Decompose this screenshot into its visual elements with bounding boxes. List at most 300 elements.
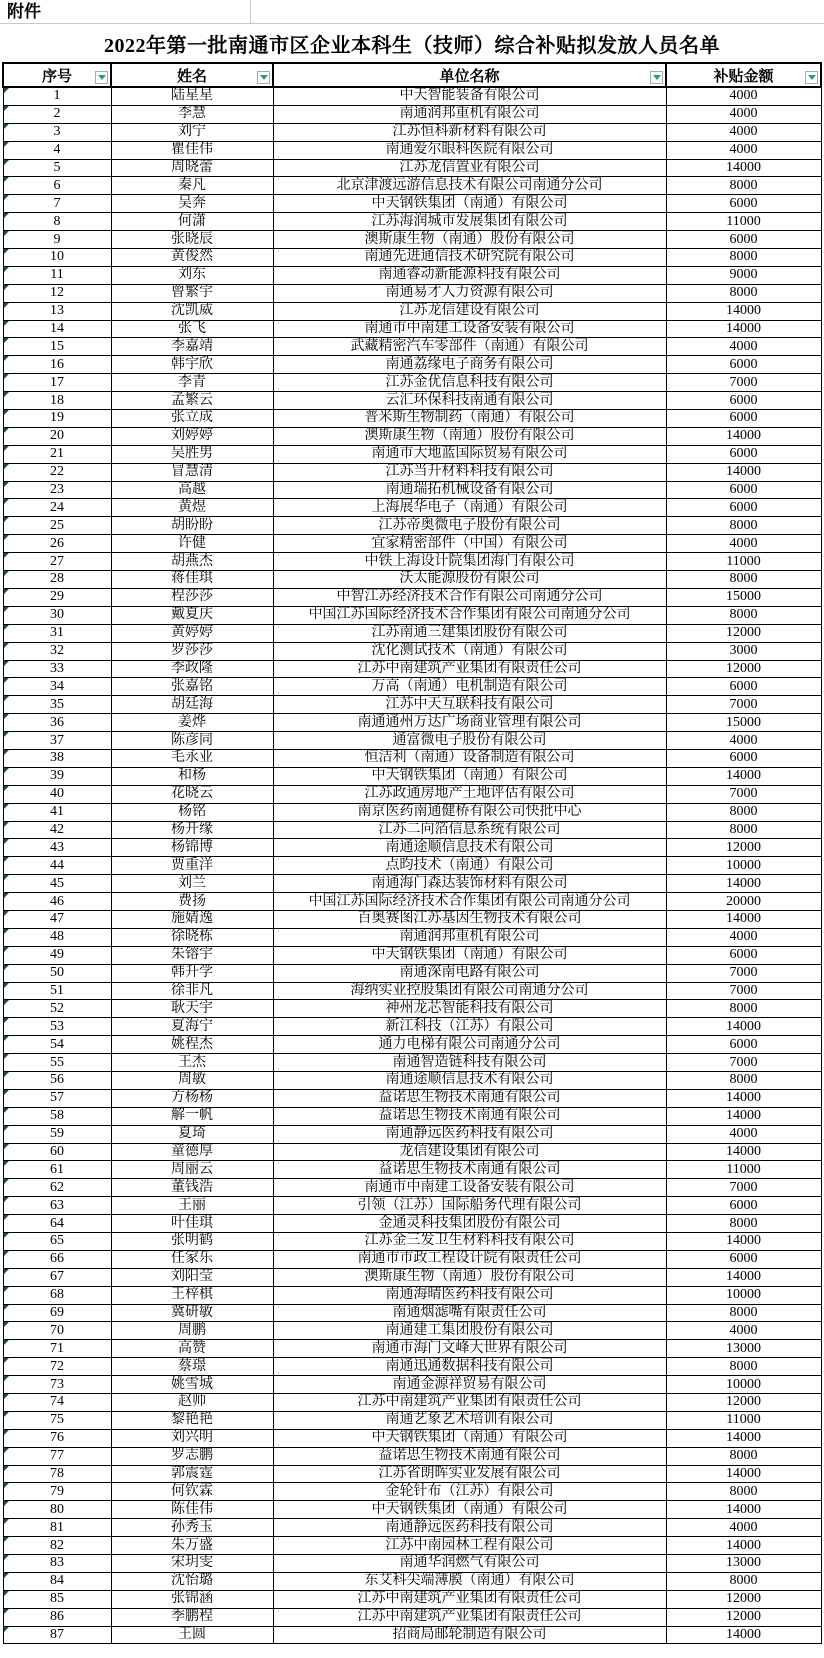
cell-index[interactable] <box>3 1250 111 1268</box>
cell-index[interactable] <box>3 1394 111 1412</box>
cell-amount[interactable]: 6000 <box>666 678 821 696</box>
cell-name[interactable]: 童德厚 <box>111 1143 273 1161</box>
filter-dropdown-button[interactable] <box>805 71 818 84</box>
cell-name[interactable]: 张嘉铭 <box>111 678 273 696</box>
cell-amount[interactable]: 20000 <box>666 893 821 911</box>
cell-amount[interactable]: 11000 <box>666 553 821 571</box>
cell-company[interactable]: 江苏省朗晖实业发展有限公司 <box>273 1465 666 1483</box>
cell-amount[interactable]: 14000 <box>666 1537 821 1555</box>
cell-company[interactable]: 南通智造链科技有限公司 <box>273 1054 666 1072</box>
cell-index[interactable] <box>3 284 111 302</box>
cell-index[interactable] <box>3 87 111 105</box>
cell-amount[interactable]: 14000 <box>666 1089 821 1107</box>
cell-index[interactable] <box>3 1161 111 1179</box>
cell-company[interactable]: 江苏帝奥微电子股份有限公司 <box>273 517 666 535</box>
cell-index[interactable] <box>3 857 111 875</box>
cell-name[interactable]: 高赞 <box>111 1340 273 1358</box>
cell-name[interactable]: 王丽 <box>111 1197 273 1215</box>
cell-amount[interactable]: 8000 <box>666 1483 821 1501</box>
cell-company[interactable]: 江苏海润城市发展集团有限公司 <box>273 213 666 231</box>
cell-index[interactable] <box>3 1608 111 1626</box>
cell-index[interactable] <box>3 678 111 696</box>
cell-company[interactable]: 南通润邦重机有限公司 <box>273 928 666 946</box>
cell-name[interactable]: 费扬 <box>111 893 273 911</box>
cell-index[interactable] <box>3 1143 111 1161</box>
cell-company[interactable]: 江苏当升材料科技有限公司 <box>273 463 666 481</box>
filter-dropdown-button[interactable] <box>650 71 663 84</box>
cell-name[interactable]: 花晓云 <box>111 785 273 803</box>
cell-index[interactable] <box>3 177 111 195</box>
cell-index[interactable] <box>3 928 111 946</box>
cell-index[interactable] <box>3 302 111 320</box>
cell-name[interactable]: 王梓棋 <box>111 1286 273 1304</box>
cell-company[interactable]: 南通爱尔眼科医院有限公司 <box>273 141 666 159</box>
cell-company[interactable]: 万高（南通）电机制造有限公司 <box>273 678 666 696</box>
cell-name[interactable]: 周敏 <box>111 1071 273 1089</box>
cell-amount[interactable]: 8000 <box>666 177 821 195</box>
cell-company[interactable]: 中国江苏国际经济技术合作集团有限公司南通分公司 <box>273 893 666 911</box>
cell-amount[interactable]: 4000 <box>666 1322 821 1340</box>
cell-name[interactable]: 沈凯威 <box>111 302 273 320</box>
cell-company[interactable]: 益诺思生物技术南通有限公司 <box>273 1161 666 1179</box>
cell-company[interactable]: 江苏中天互联科技有限公司 <box>273 696 666 714</box>
cell-index[interactable] <box>3 105 111 123</box>
cell-amount[interactable]: 6000 <box>666 481 821 499</box>
cell-name[interactable]: 杨开缘 <box>111 821 273 839</box>
cell-name[interactable]: 姚雪城 <box>111 1376 273 1394</box>
cell-name[interactable]: 贾重洋 <box>111 857 273 875</box>
cell-company[interactable]: 江苏中南建筑产业集团有限责任公司 <box>273 1590 666 1608</box>
cell-amount[interactable]: 6000 <box>666 946 821 964</box>
cell-index[interactable] <box>3 1197 111 1215</box>
cell-index[interactable] <box>3 1125 111 1143</box>
cell-company[interactable]: 百奥赛图江苏基因生物技术有限公司 <box>273 910 666 928</box>
cell-amount[interactable]: 4000 <box>666 87 821 105</box>
cell-name[interactable]: 解一帆 <box>111 1107 273 1125</box>
cell-company[interactable]: 南通途顺信息技术有限公司 <box>273 839 666 857</box>
cell-amount[interactable]: 8000 <box>666 517 821 535</box>
cell-index[interactable] <box>3 195 111 213</box>
cell-company[interactable]: 南通海门森达装饰材料有限公司 <box>273 875 666 893</box>
cell-amount[interactable]: 8000 <box>666 1000 821 1018</box>
cell-index[interactable] <box>3 1537 111 1555</box>
cell-index[interactable] <box>3 410 111 428</box>
cell-index[interactable] <box>3 1519 111 1537</box>
cell-amount[interactable]: 4000 <box>666 105 821 123</box>
cell-amount[interactable]: 6000 <box>666 1197 821 1215</box>
cell-amount[interactable]: 8000 <box>666 1358 821 1376</box>
header-index[interactable] <box>3 63 111 87</box>
cell-amount[interactable]: 13000 <box>666 1555 821 1573</box>
cell-amount[interactable]: 12000 <box>666 1608 821 1626</box>
cell-index[interactable] <box>3 159 111 177</box>
cell-name[interactable]: 黄煜 <box>111 499 273 517</box>
cell-amount[interactable]: 7000 <box>666 374 821 392</box>
cell-name[interactable]: 黄婷婷 <box>111 624 273 642</box>
cell-index[interactable] <box>3 964 111 982</box>
cell-amount[interactable]: 7000 <box>666 982 821 1000</box>
cell-amount[interactable]: 6000 <box>666 410 821 428</box>
cell-name[interactable]: 耿天宇 <box>111 1000 273 1018</box>
cell-company[interactable]: 沃太能源股份有限公司 <box>273 571 666 589</box>
cell-name[interactable]: 刘兴明 <box>111 1429 273 1447</box>
cell-amount[interactable]: 8000 <box>666 1215 821 1233</box>
cell-name[interactable]: 戴夏庆 <box>111 606 273 624</box>
cell-name[interactable]: 方杨杨 <box>111 1089 273 1107</box>
cell-company[interactable]: 江苏龙信置业有限公司 <box>273 159 666 177</box>
cell-amount[interactable]: 4000 <box>666 732 821 750</box>
cell-company[interactable]: 东艾科尖端薄膜（南通）有限公司 <box>273 1572 666 1590</box>
cell-company[interactable]: 南通市市政工程设计院有限责任公司 <box>273 1250 666 1268</box>
cell-index[interactable] <box>3 535 111 553</box>
cell-company[interactable]: 沈化测试技术（南通）有限公司 <box>273 642 666 660</box>
cell-name[interactable]: 陆星星 <box>111 87 273 105</box>
cell-name[interactable]: 王杰 <box>111 1054 273 1072</box>
cell-index[interactable] <box>3 1233 111 1251</box>
cell-company[interactable]: 中国江苏国际经济技术合作集团有限公司南通分公司 <box>273 606 666 624</box>
cell-name[interactable]: 朱镕宇 <box>111 946 273 964</box>
cell-index[interactable] <box>3 571 111 589</box>
cell-index[interactable] <box>3 1179 111 1197</box>
cell-name[interactable]: 刘兰 <box>111 875 273 893</box>
cell-name[interactable]: 冀研敏 <box>111 1304 273 1322</box>
cell-index[interactable] <box>3 767 111 785</box>
cell-name[interactable]: 韩升学 <box>111 964 273 982</box>
cell-name[interactable]: 姜烨 <box>111 714 273 732</box>
cell-company[interactable]: 南通迅通数据科技有限公司 <box>273 1358 666 1376</box>
cell-amount[interactable]: 8000 <box>666 1572 821 1590</box>
header-name[interactable] <box>111 63 273 87</box>
cell-name[interactable]: 程莎莎 <box>111 588 273 606</box>
cell-name[interactable]: 姚程杰 <box>111 1036 273 1054</box>
cell-index[interactable] <box>3 910 111 928</box>
cell-name[interactable]: 李嘉靖 <box>111 338 273 356</box>
cell-amount[interactable]: 7000 <box>666 785 821 803</box>
cell-name[interactable]: 刘婷婷 <box>111 427 273 445</box>
header-amount[interactable] <box>666 63 821 87</box>
cell-amount[interactable]: 7000 <box>666 1179 821 1197</box>
cell-index[interactable] <box>3 1322 111 1340</box>
cell-amount[interactable]: 8000 <box>666 821 821 839</box>
filter-dropdown-button[interactable] <box>95 71 108 84</box>
cell-name[interactable]: 董钱浩 <box>111 1179 273 1197</box>
cell-amount[interactable]: 12000 <box>666 1590 821 1608</box>
cell-index[interactable] <box>3 445 111 463</box>
cell-name[interactable]: 黄俊然 <box>111 249 273 267</box>
cell-name[interactable]: 周晓蕾 <box>111 159 273 177</box>
cell-name[interactable]: 宋玥雯 <box>111 1555 273 1573</box>
cell-name[interactable]: 夏海宁 <box>111 1018 273 1036</box>
cell-index[interactable] <box>3 660 111 678</box>
cell-name[interactable]: 王圆 <box>111 1626 273 1644</box>
cell-company[interactable]: 南通市中南建工设备安装有限公司 <box>273 320 666 338</box>
cell-name[interactable]: 秦凡 <box>111 177 273 195</box>
cell-amount[interactable]: 12000 <box>666 660 821 678</box>
cell-amount[interactable]: 14000 <box>666 159 821 177</box>
cell-amount[interactable]: 14000 <box>666 1429 821 1447</box>
cell-index[interactable] <box>3 714 111 732</box>
cell-company[interactable]: 南通市海门文峰大世界有限公司 <box>273 1340 666 1358</box>
cell-amount[interactable]: 14000 <box>666 1233 821 1251</box>
cell-amount[interactable]: 10000 <box>666 1376 821 1394</box>
cell-name[interactable]: 胡廷海 <box>111 696 273 714</box>
cell-index[interactable] <box>3 1107 111 1125</box>
cell-amount[interactable]: 4000 <box>666 141 821 159</box>
cell-index[interactable] <box>3 1626 111 1644</box>
cell-company[interactable]: 南通睿动新能源科技有限公司 <box>273 266 666 284</box>
cell-company[interactable]: 引领（江苏）国际船务代理有限公司 <box>273 1197 666 1215</box>
cell-company[interactable]: 南通深南电路有限公司 <box>273 964 666 982</box>
cell-amount[interactable]: 14000 <box>666 875 821 893</box>
cell-company[interactable]: 澳斯康生物（南通）股份有限公司 <box>273 231 666 249</box>
cell-name[interactable]: 夏琦 <box>111 1125 273 1143</box>
cell-amount[interactable]: 7000 <box>666 1054 821 1072</box>
cell-amount[interactable]: 8000 <box>666 606 821 624</box>
cell-company[interactable]: 江苏中南园林工程有限公司 <box>273 1537 666 1555</box>
cell-index[interactable] <box>3 946 111 964</box>
cell-index[interactable] <box>3 1411 111 1429</box>
cell-company[interactable]: 中天智能装备有限公司 <box>273 87 666 105</box>
cell-index[interactable] <box>3 499 111 517</box>
cell-amount[interactable]: 4000 <box>666 1125 821 1143</box>
cell-name[interactable]: 赵帅 <box>111 1394 273 1412</box>
cell-amount[interactable]: 15000 <box>666 714 821 732</box>
cell-name[interactable]: 刘宁 <box>111 123 273 141</box>
cell-company[interactable]: 金轮针布（江苏）有限公司 <box>273 1483 666 1501</box>
cell-amount[interactable]: 14000 <box>666 1143 821 1161</box>
cell-company[interactable]: 南通瑞拓机械设备有限公司 <box>273 481 666 499</box>
cell-index[interactable] <box>3 338 111 356</box>
cell-company[interactable]: 益诺思生物技术南通有限公司 <box>273 1447 666 1465</box>
cell-name[interactable]: 张立成 <box>111 410 273 428</box>
cell-company[interactable]: 北京津渡远游信息技术有限公司南通分公司 <box>273 177 666 195</box>
cell-company[interactable]: 中天钢铁集团（南通）有限公司 <box>273 767 666 785</box>
cell-name[interactable]: 杨铭 <box>111 803 273 821</box>
cell-company[interactable]: 恒洁利（南通）设备制造有限公司 <box>273 749 666 767</box>
cell-amount[interactable]: 11000 <box>666 1411 821 1429</box>
cell-name[interactable]: 陈彦同 <box>111 732 273 750</box>
cell-index[interactable] <box>3 1429 111 1447</box>
cell-name[interactable]: 吴奔 <box>111 195 273 213</box>
cell-company[interactable]: 益诺思生物技术南通有限公司 <box>273 1089 666 1107</box>
cell-name[interactable]: 沈怡璐 <box>111 1572 273 1590</box>
cell-index[interactable] <box>3 839 111 857</box>
cell-name[interactable]: 周丽云 <box>111 1161 273 1179</box>
cell-company[interactable]: 南通先进通信技术研究院有限公司 <box>273 249 666 267</box>
cell-amount[interactable]: 8000 <box>666 571 821 589</box>
cell-amount[interactable]: 4000 <box>666 928 821 946</box>
cell-company[interactable]: 通力电梯有限公司南通分公司 <box>273 1036 666 1054</box>
cell-name[interactable]: 毛永业 <box>111 749 273 767</box>
cell-index[interactable] <box>3 1572 111 1590</box>
cell-index[interactable] <box>3 1000 111 1018</box>
cell-company[interactable]: 南通静远医药科技有限公司 <box>273 1125 666 1143</box>
cell-name[interactable]: 曾繁宇 <box>111 284 273 302</box>
cell-company[interactable]: 普米斯生物制药（南通）有限公司 <box>273 410 666 428</box>
cell-index[interactable] <box>3 1268 111 1286</box>
cell-amount[interactable]: 6000 <box>666 392 821 410</box>
cell-index[interactable] <box>3 1215 111 1233</box>
cell-name[interactable]: 徐晓栋 <box>111 928 273 946</box>
cell-company[interactable]: 南通市中南建工设备安装有限公司 <box>273 1179 666 1197</box>
cell-company[interactable]: 南通金源祥贸易有限公司 <box>273 1376 666 1394</box>
cell-company[interactable]: 点昀技术（南通）有限公司 <box>273 857 666 875</box>
cell-amount[interactable]: 13000 <box>666 1340 821 1358</box>
cell-index[interactable] <box>3 517 111 535</box>
cell-index[interactable] <box>3 1089 111 1107</box>
cell-amount[interactable]: 8000 <box>666 249 821 267</box>
cell-name[interactable]: 罗莎莎 <box>111 642 273 660</box>
cell-index[interactable] <box>3 374 111 392</box>
cell-company[interactable]: 上海展华电子（南通）有限公司 <box>273 499 666 517</box>
cell-index[interactable] <box>3 1286 111 1304</box>
cell-index[interactable] <box>3 427 111 445</box>
cell-index[interactable] <box>3 803 111 821</box>
cell-index[interactable] <box>3 1555 111 1573</box>
cell-amount[interactable]: 12000 <box>666 1394 821 1412</box>
cell-amount[interactable]: 8000 <box>666 803 821 821</box>
cell-amount[interactable]: 10000 <box>666 1286 821 1304</box>
cell-index[interactable] <box>3 982 111 1000</box>
cell-company[interactable]: 龙信建设集团有限公司 <box>273 1143 666 1161</box>
cell-company[interactable]: 南通艺象艺术培训有限公司 <box>273 1411 666 1429</box>
cell-name[interactable]: 杨锦博 <box>111 839 273 857</box>
cell-amount[interactable]: 8000 <box>666 284 821 302</box>
cell-amount[interactable]: 6000 <box>666 1250 821 1268</box>
cell-index[interactable] <box>3 785 111 803</box>
cell-amount[interactable]: 14000 <box>666 1107 821 1125</box>
cell-index[interactable] <box>3 875 111 893</box>
cell-amount[interactable]: 7000 <box>666 964 821 982</box>
cell-name[interactable]: 任家乐 <box>111 1250 273 1268</box>
cell-index[interactable] <box>3 392 111 410</box>
cell-name[interactable]: 蔡璟 <box>111 1358 273 1376</box>
cell-company[interactable]: 武藏精密汽车零部件（南通）有限公司 <box>273 338 666 356</box>
filter-dropdown-button[interactable] <box>257 71 270 84</box>
cell-index[interactable] <box>3 624 111 642</box>
cell-amount[interactable]: 4000 <box>666 123 821 141</box>
cell-name[interactable]: 和杨 <box>111 767 273 785</box>
cell-name[interactable]: 郭震霆 <box>111 1465 273 1483</box>
cell-amount[interactable]: 8000 <box>666 1071 821 1089</box>
cell-index[interactable] <box>3 1465 111 1483</box>
cell-amount[interactable]: 9000 <box>666 266 821 284</box>
cell-company[interactable]: 南通润邦重机有限公司 <box>273 105 666 123</box>
cell-company[interactable]: 南通静远医药科技有限公司 <box>273 1519 666 1537</box>
cell-company[interactable]: 云汇环保科技南通有限公司 <box>273 392 666 410</box>
cell-index[interactable] <box>3 642 111 660</box>
cell-amount[interactable]: 12000 <box>666 839 821 857</box>
cell-company[interactable]: 江苏二向箔信息系统有限公司 <box>273 821 666 839</box>
cell-name[interactable]: 何钦霖 <box>111 1483 273 1501</box>
cell-company[interactable]: 江苏金三发卫生材料科技有限公司 <box>273 1233 666 1251</box>
cell-name[interactable]: 李政隆 <box>111 660 273 678</box>
cell-amount[interactable]: 14000 <box>666 1268 821 1286</box>
cell-company[interactable]: 江苏龙信建设有限公司 <box>273 302 666 320</box>
cell-amount[interactable]: 14000 <box>666 427 821 445</box>
cell-company[interactable]: 江苏中南建筑产业集团有限责任公司 <box>273 660 666 678</box>
cell-company[interactable]: 南通易才人力资源有限公司 <box>273 284 666 302</box>
header-company[interactable] <box>273 63 666 87</box>
cell-index[interactable] <box>3 1340 111 1358</box>
cell-company[interactable]: 招商局邮轮制造有限公司 <box>273 1626 666 1644</box>
cell-name[interactable]: 张锦涵 <box>111 1590 273 1608</box>
cell-company[interactable]: 澳斯康生物（南通）股份有限公司 <box>273 427 666 445</box>
cell-company[interactable]: 南通海晴医药科技有限公司 <box>273 1286 666 1304</box>
cell-amount[interactable]: 11000 <box>666 213 821 231</box>
cell-company[interactable]: 中天钢铁集团（南通）有限公司 <box>273 1501 666 1519</box>
cell-index[interactable] <box>3 588 111 606</box>
cell-company[interactable]: 澳斯康生物（南通）股份有限公司 <box>273 1268 666 1286</box>
cell-index[interactable] <box>3 481 111 499</box>
cell-index[interactable] <box>3 463 111 481</box>
cell-amount[interactable]: 14000 <box>666 1018 821 1036</box>
cell-index[interactable] <box>3 1071 111 1089</box>
cell-company[interactable]: 南通途顺信息技术有限公司 <box>273 1071 666 1089</box>
cell-company[interactable]: 中天钢铁集团（南通）有限公司 <box>273 1429 666 1447</box>
cell-company[interactable]: 南通通州万达广场商业管理有限公司 <box>273 714 666 732</box>
cell-name[interactable]: 李青 <box>111 374 273 392</box>
cell-company[interactable]: 神州龙芯智能科技有限公司 <box>273 1000 666 1018</box>
cell-index[interactable] <box>3 356 111 374</box>
cell-name[interactable]: 陈佳伟 <box>111 1501 273 1519</box>
cell-name[interactable]: 李慧 <box>111 105 273 123</box>
cell-index[interactable] <box>3 249 111 267</box>
cell-name[interactable]: 胡燕杰 <box>111 553 273 571</box>
cell-company[interactable]: 通富微电子股份有限公司 <box>273 732 666 750</box>
cell-name[interactable]: 叶佳琪 <box>111 1215 273 1233</box>
cell-index[interactable] <box>3 123 111 141</box>
cell-amount[interactable]: 7000 <box>666 696 821 714</box>
cell-amount[interactable]: 14000 <box>666 910 821 928</box>
cell-company[interactable]: 新江科技（江苏）有限公司 <box>273 1018 666 1036</box>
cell-amount[interactable]: 14000 <box>666 302 821 320</box>
cell-amount[interactable]: 10000 <box>666 857 821 875</box>
cell-company[interactable]: 中铁上海设计院集团海门有限公司 <box>273 553 666 571</box>
cell-name[interactable]: 瞿佳伟 <box>111 141 273 159</box>
cell-company[interactable]: 江苏中南建筑产业集团有限责任公司 <box>273 1394 666 1412</box>
cell-company[interactable]: 江苏金优信息科技有限公司 <box>273 374 666 392</box>
cell-amount[interactable]: 6000 <box>666 749 821 767</box>
cell-amount[interactable]: 4000 <box>666 1519 821 1537</box>
cell-company[interactable]: 金通灵科技集团股份有限公司 <box>273 1215 666 1233</box>
cell-name[interactable]: 冒慧清 <box>111 463 273 481</box>
cell-name[interactable]: 黎艳艳 <box>111 1411 273 1429</box>
cell-name[interactable]: 朱万盛 <box>111 1537 273 1555</box>
cell-name[interactable]: 孟繁云 <box>111 392 273 410</box>
cell-amount[interactable]: 14000 <box>666 1626 821 1644</box>
cell-company[interactable]: 南通烟滤嘴有限责任公司 <box>273 1304 666 1322</box>
cell-company[interactable]: 宜家精密部件（中国）有限公司 <box>273 535 666 553</box>
cell-company[interactable]: 中天钢铁集团（南通）有限公司 <box>273 195 666 213</box>
cell-index[interactable] <box>3 1036 111 1054</box>
cell-amount[interactable]: 4000 <box>666 338 821 356</box>
cell-amount[interactable]: 14000 <box>666 1501 821 1519</box>
cell-name[interactable]: 何潇 <box>111 213 273 231</box>
cell-amount[interactable]: 14000 <box>666 463 821 481</box>
cell-company[interactable]: 江苏恒科新材料有限公司 <box>273 123 666 141</box>
cell-index[interactable] <box>3 1358 111 1376</box>
cell-amount[interactable]: 3000 <box>666 642 821 660</box>
cell-name[interactable]: 季鹏程 <box>111 1608 273 1626</box>
cell-name[interactable]: 施婧逸 <box>111 910 273 928</box>
cell-index[interactable] <box>3 1483 111 1501</box>
cell-company[interactable]: 江苏中南建筑产业集团有限责任公司 <box>273 1608 666 1626</box>
cell-amount[interactable]: 14000 <box>666 1465 821 1483</box>
cell-amount[interactable]: 6000 <box>666 195 821 213</box>
cell-name[interactable]: 张明鹤 <box>111 1233 273 1251</box>
cell-amount[interactable]: 6000 <box>666 1036 821 1054</box>
